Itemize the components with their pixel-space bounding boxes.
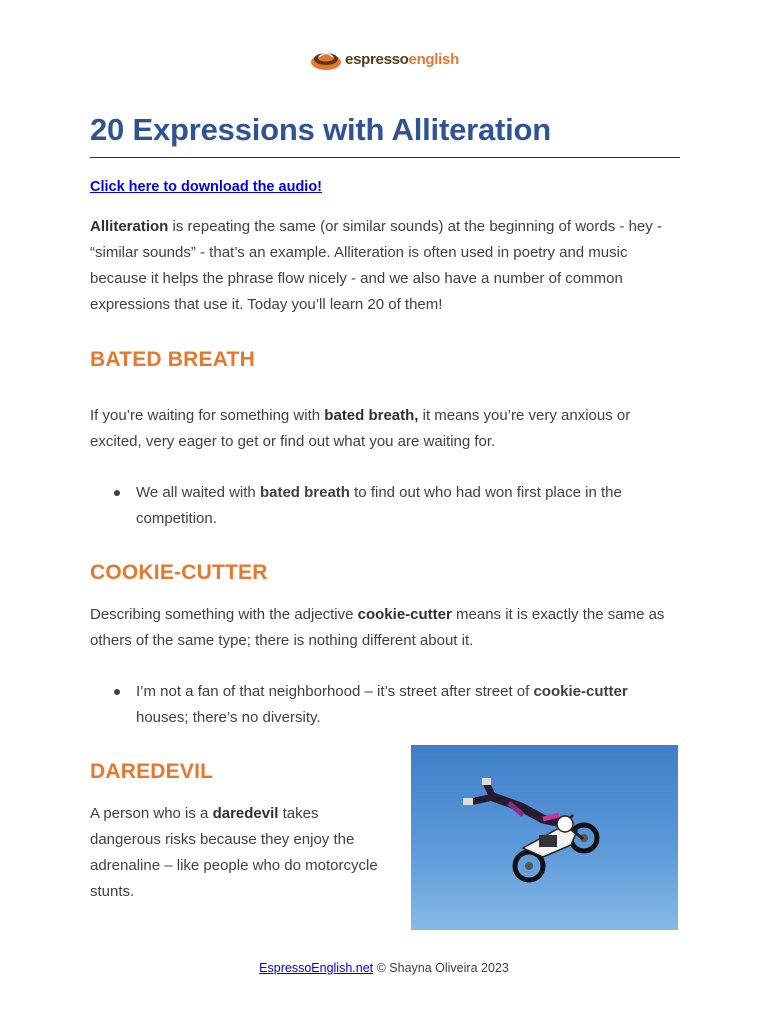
heading-cookie-cutter: COOKIE-CUTTER xyxy=(90,561,268,584)
logo-wordmark xyxy=(345,51,459,68)
intro-paragraph xyxy=(90,214,680,318)
heading-bated-breath: BATED BREATH xyxy=(90,348,255,371)
definition-text: means it is exactly the same as others of the same type; there is nothing different about it. xyxy=(90,606,665,649)
definition-text: Describing something with the adjective xyxy=(90,606,358,623)
definition-daredevil xyxy=(90,801,380,905)
definition-cookie-cutter xyxy=(90,602,680,654)
download-audio-link[interactable]: Click here to download the audio! xyxy=(90,179,323,195)
example-text: to find out who had won first place in the competition. xyxy=(136,484,622,527)
definition-bold-term: bated breath, xyxy=(324,407,419,424)
example-text: We all waited with xyxy=(136,484,260,501)
heading-daredevil: DAREDEVIL xyxy=(90,760,214,783)
definition-bold-term: cookie-cutter xyxy=(357,606,452,623)
definition-text: takes dangerous risks because they enjoy the adrenaline – like people who do motorcycle stunts. xyxy=(90,805,378,900)
definition-text: A person who is a xyxy=(90,805,213,822)
page-footer xyxy=(0,961,768,975)
intro-text: is repeating the same (or similar sounds) at the beginning of words - hey - “similar sounds” - that’s an example. Alliteration is often used in poetry and music because it helps the phrase flow nicely - and we also have a number of common expressions that use it. Today you’ll learn 20 of them! xyxy=(90,218,662,313)
footer-copyright: © Shayna Oliveira 2023 xyxy=(373,961,509,975)
bullet-icon xyxy=(114,689,120,695)
definition-bated-breath xyxy=(90,403,680,455)
page-title: 20 Expressions with Alliteration xyxy=(90,112,552,147)
definition-bold-term: daredevil xyxy=(212,805,279,822)
intro-bold-term: Alliteration xyxy=(90,218,169,235)
example-bold-term: bated breath xyxy=(259,484,350,501)
motorcycle-stunt-photo xyxy=(411,745,678,930)
example-bold-term: cookie-cutter xyxy=(533,683,628,700)
footer-website-link[interactable]: EspressoEnglish.net xyxy=(259,961,374,975)
espresso-english-logo xyxy=(0,46,768,72)
logo-text-part1: espresso xyxy=(345,50,409,68)
example-text: I’m not a fan of that neighborhood – it’s street after street of xyxy=(136,683,534,700)
example-cookie-cutter xyxy=(114,679,680,731)
logo-text-part2: english xyxy=(408,50,459,68)
coffee-cup-icon xyxy=(309,46,343,72)
example-bated-breath xyxy=(114,480,680,532)
example-text: houses; there’s no diversity. xyxy=(136,709,321,726)
bullet-icon xyxy=(114,490,120,496)
definition-text: it means you’re very anxious or excited, very eager to get or find out what you are waiting for. xyxy=(90,407,631,450)
definition-text: If you’re waiting for something with xyxy=(90,407,325,424)
title-underline-divider xyxy=(90,157,680,158)
